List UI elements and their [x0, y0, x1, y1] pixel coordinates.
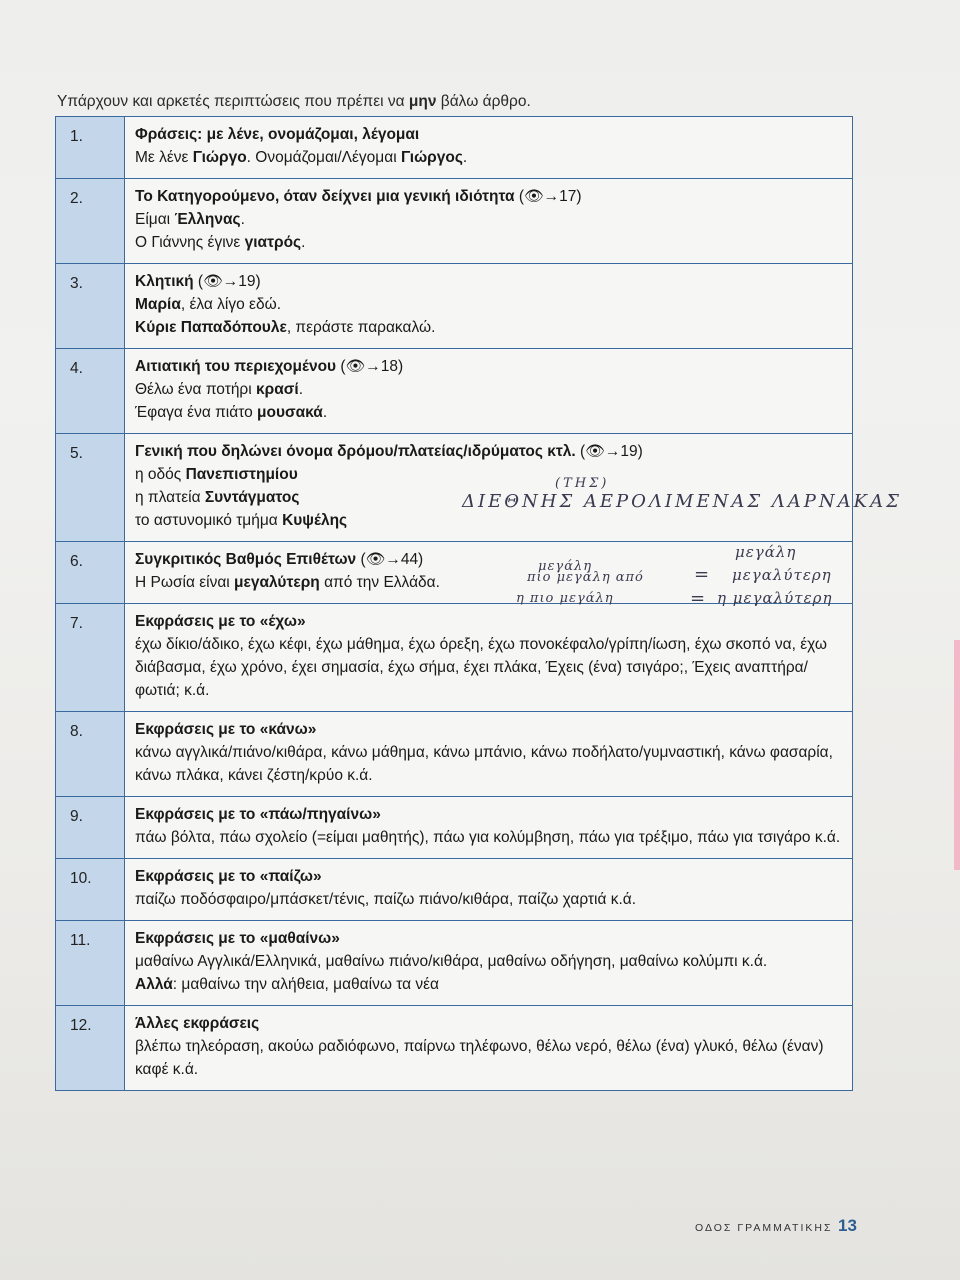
row-title: Συγκριτικός Βαθμός Επιθέτων	[135, 551, 357, 568]
example-text: Θέλω ένα ποτήρι	[135, 381, 257, 398]
row-content	[125, 604, 853, 712]
table-row	[56, 797, 853, 859]
handwritten-note-right1: μεγάλη	[735, 543, 797, 561]
row-content	[125, 264, 853, 349]
cross-reference: (👁→18)	[336, 358, 404, 375]
example-highlight: Μαρία	[135, 296, 181, 313]
row-title: Το Κατηγορούμενο, όταν δείχνει μια γενική ιδιότητα	[135, 188, 515, 205]
row-number: 1.	[56, 117, 125, 179]
example-highlight: Έλληνας	[174, 211, 241, 228]
row-title: Άλλες εκφράσεις	[135, 1015, 260, 1032]
row-number: 4.	[56, 349, 125, 434]
row-heading	[135, 440, 844, 463]
row-number: 10.	[56, 859, 125, 921]
example-highlight: μεγαλύτερη	[234, 574, 320, 591]
row-content	[125, 434, 853, 542]
example-text: , έλα λίγο εδώ.	[180, 296, 281, 313]
example-line	[135, 463, 844, 486]
example-text: .	[301, 234, 306, 251]
book-title-footer: ΟΔΟΣ ΓΡΑΜΜΑΤΙΚΗΣ	[695, 1222, 833, 1234]
example-line	[135, 826, 844, 849]
row-content	[125, 179, 853, 264]
example-text: βλέπω τηλεόραση, ακούω ραδιόφωνο, παίρνω τηλέφωνο, θέλω νερό, θέλω (ένα) γλυκό, θέλω (έναν) καφέ κ.ά.	[135, 1038, 824, 1078]
row-heading	[135, 718, 844, 741]
cross-reference: (👁→17)	[514, 188, 582, 205]
handwritten-note-left1: μεγάλη	[538, 559, 593, 574]
row-number: 11.	[56, 921, 125, 1006]
example-text: η πλατεία	[135, 489, 205, 506]
row-title: Εκφράσεις με το «έχω»	[135, 613, 306, 630]
row-content	[125, 921, 853, 1006]
handwritten-note-right2: μεγαλύτερη	[732, 566, 832, 584]
row-number: 7.	[56, 604, 125, 712]
example-text: , περάστε παρακαλώ.	[286, 319, 436, 336]
page-number: 13	[838, 1216, 857, 1235]
example-text: μαθαίνω Αγγλικά/Ελληνικά, μαθαίνω πιάνο/κιθάρα, μαθαίνω οδήγηση, μαθαίνω κολύμπι κ.ά.	[135, 953, 768, 970]
row-heading	[135, 610, 844, 633]
example-text: .	[240, 211, 245, 228]
example-highlight: κρασί	[256, 381, 299, 398]
example-line	[135, 741, 844, 787]
example-text: κάνω αγγλικά/πιάνο/κιθάρα, κάνω μάθημα, κάνω μπάνιο, κάνω ποδήλατο/γυμναστική, κάνω φασαρία, κάνω πλάκα, κάνει ζέστη/κρύο κ.ά.	[135, 744, 833, 784]
row-title: Γενική που δηλώνει όνομα δρόμου/πλατείας/ιδρύματος κτλ.	[135, 443, 576, 460]
example-text: Έφαγα ένα πιάτο	[135, 404, 258, 421]
table-row	[56, 1006, 853, 1091]
row-number: 12.	[56, 1006, 125, 1091]
example-text: Η Ρωσία είναι	[135, 574, 235, 591]
example-line	[135, 231, 844, 254]
table-row	[56, 179, 853, 264]
row-title: Κλητική	[135, 273, 194, 290]
table-row	[56, 712, 853, 797]
handwritten-note-airport: ΔΙΕΘΝΗΣ ΑΕΡΟΛΙΜΕΝΑΣ ΛΑΡΝΑΚΑΣ	[462, 491, 902, 512]
example-text: Με λένε	[135, 149, 193, 166]
row-heading	[135, 123, 844, 146]
example-highlight: Κυψέλης	[282, 512, 348, 529]
example-text: .	[462, 149, 468, 166]
table-row	[56, 434, 853, 542]
row-number: 8.	[56, 712, 125, 797]
example-line	[135, 316, 844, 339]
cross-reference: (👁→19)	[575, 443, 643, 460]
example-highlight: Συντάγματος	[204, 489, 300, 506]
row-title: Φράσεις: με λένε, ονομάζομαι, λέγομαι	[135, 126, 420, 143]
handwritten-note-left3: η πιο μεγάλη	[516, 591, 614, 606]
handwritten-note-eq2: =	[690, 588, 709, 609]
handwritten-note-right3: η μεγαλύτερη	[717, 589, 833, 607]
row-content	[125, 712, 853, 797]
example-highlight: Γιώργο	[192, 149, 247, 166]
example-text: . Ονομάζομαι/Λέγομαι	[246, 149, 401, 166]
example-text: πάω βόλτα, πάω σχολείο (=είμαι μαθητής), πάω για κολύμβηση, πάω για τρέξιμο, πάω για τσιγάρο κ.ά.	[135, 829, 841, 846]
example-line	[135, 208, 844, 231]
example-text: η οδός	[135, 466, 186, 483]
example-text: .	[298, 381, 303, 398]
example-text: έχω δίκιο/άδικο, έχω κέφι, έχω μάθημα, έχω όρεξη, έχω πονοκέφαλο/γρίπη/ίωση, έχω σκοπό να, έχω διάβασμα, έχω χρόνο, έχει σημασία, έχω σήμα, έχει πλάκα, Έχεις (ένα) τσιγάρο;, Έχεις αναπτήρα/φωτιά; κ.ά.	[135, 636, 827, 699]
row-heading	[135, 1012, 844, 1035]
row-heading	[135, 185, 844, 208]
row-number: 6.	[56, 542, 125, 604]
row-content	[125, 117, 853, 179]
intro-sentence: Υπάρχουν και αρκετές περιπτώσεις που πρέπει να μην βάλω άρθρο.	[57, 93, 531, 110]
row-content	[125, 859, 853, 921]
row-title: Εκφράσεις με το «μαθαίνω»	[135, 930, 340, 947]
row-title: Εκφράσεις με το «παίζω»	[135, 868, 322, 885]
example-line	[135, 888, 844, 911]
handwritten-note-eq1: =	[694, 564, 713, 585]
example-highlight: μουσακά	[257, 404, 323, 421]
row-title: Εκφράσεις με το «κάνω»	[135, 721, 317, 738]
example-line	[135, 146, 844, 169]
row-title: Αιτιατική του περιεχομένου	[135, 358, 337, 375]
example-text: : μαθαίνω την αλήθεια, μαθαίνω τα νέα	[172, 976, 440, 993]
row-number: 5.	[56, 434, 125, 542]
example-line	[135, 293, 844, 316]
handwritten-note-the: (ΤΗΣ)	[555, 476, 610, 491]
example-highlight: Κύριε Παπαδόπουλε	[135, 319, 287, 336]
example-text: από την Ελλάδα.	[319, 574, 440, 591]
example-highlight: Γιώργος	[400, 149, 463, 166]
example-text: Είμαι	[135, 211, 175, 228]
example-text: παίζω ποδόσφαιρο/μπάσκετ/τένις, παίζω πιάνο/κιθάρα, παίζω χαρτιά κ.ά.	[135, 891, 637, 908]
row-title: Εκφράσεις με το «πάω/πηγαίνω»	[135, 806, 381, 823]
example-line	[135, 633, 844, 702]
table-row	[56, 859, 853, 921]
row-heading	[135, 865, 844, 888]
table-row	[56, 604, 853, 712]
example-text: Ο Γιάννης έγινε	[135, 234, 245, 251]
row-content	[125, 349, 853, 434]
row-heading	[135, 803, 844, 826]
example-text: το αστυνομικό τμήμα	[135, 512, 283, 529]
row-heading	[135, 927, 844, 950]
table-row	[56, 921, 853, 1006]
example-line	[135, 1035, 844, 1081]
table-row	[56, 117, 853, 179]
table-row	[56, 264, 853, 349]
sticky-tab	[954, 640, 960, 870]
row-heading	[135, 355, 844, 378]
example-line	[135, 401, 844, 424]
table-row	[56, 349, 853, 434]
example-line	[135, 950, 844, 973]
row-number: 2.	[56, 179, 125, 264]
example-line	[135, 973, 844, 996]
handwritten-note-left2: πιο μεγάλη από	[527, 570, 644, 585]
cross-reference: (👁→19)	[193, 273, 261, 290]
row-number: 3.	[56, 264, 125, 349]
cross-reference: (👁→44)	[356, 551, 424, 568]
example-line	[135, 378, 844, 401]
example-highlight: Πανεπιστημίου	[185, 466, 298, 483]
example-highlight: Αλλά	[135, 976, 173, 993]
example-highlight: γιατρός	[244, 234, 302, 251]
row-content	[125, 797, 853, 859]
example-line	[135, 509, 844, 532]
example-text: .	[322, 404, 328, 421]
row-content	[125, 1006, 853, 1091]
row-heading	[135, 270, 844, 293]
row-number: 9.	[56, 797, 125, 859]
